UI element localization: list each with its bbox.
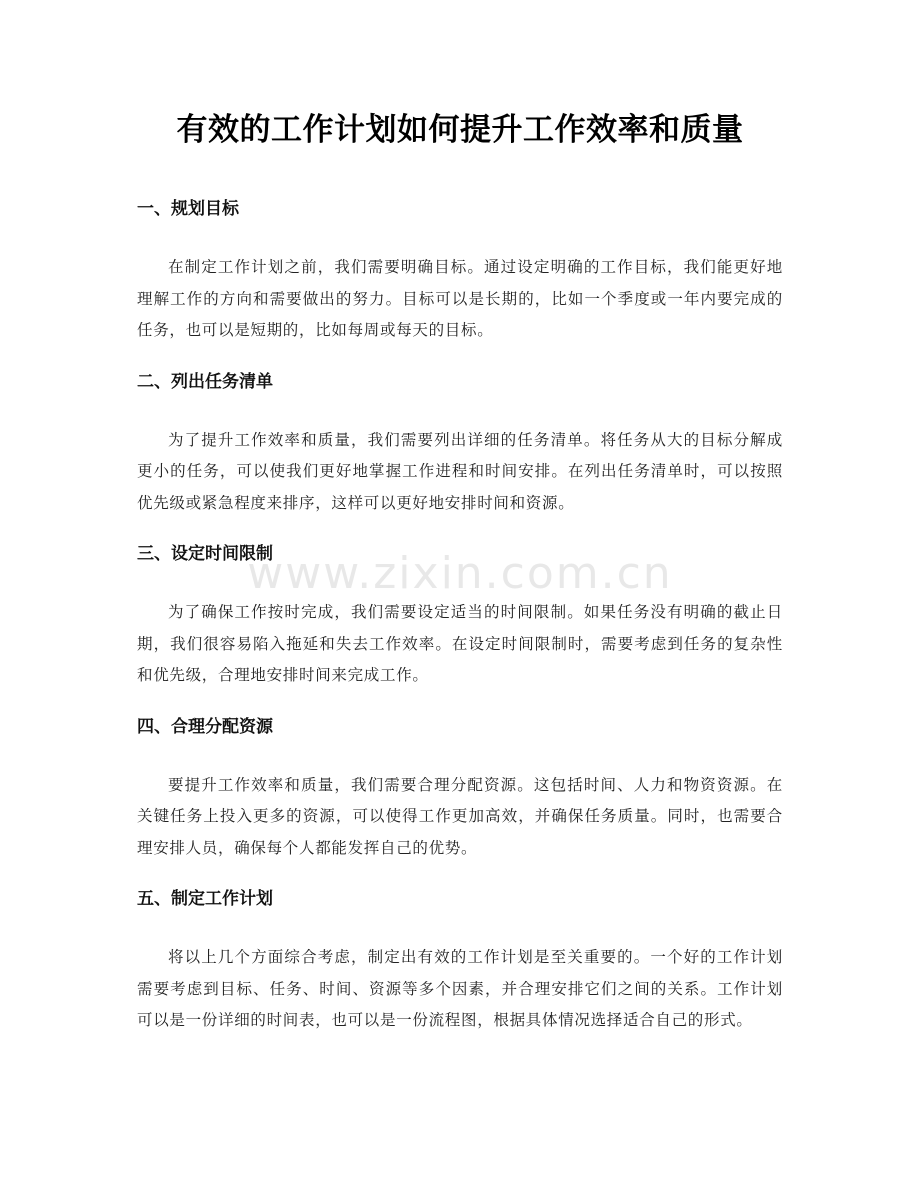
section-paragraph: 为了提升工作效率和质量，我们需要列出详细的任务清单。将任务从大的目标分解成更小的任务，可以使我们更好地掌握工作进程和时间安排。在列出任务清单时，可以按照优先级或紧急程度来排序，这样可以更好地安排时间和资源。 (137, 430, 783, 512)
section-heading: 五、制定工作计划 (137, 889, 273, 909)
section-paragraph: 在制定工作计划之前，我们需要明确目标。通过设定明确的工作目标，我们能更好地理解工作的方向和需要做出的努力。目标可以是长期的，比如一个季度或一年内要完成的任务，也可以是短期的，比如每周或每天的目标。 (137, 258, 783, 339)
section-plan-goals (137, 196, 783, 347)
section-heading: 四、合理分配资源 (137, 716, 273, 737)
section-task-list (137, 369, 783, 520)
watermark-text: www.zixin.com.cn (247, 548, 673, 599)
section-paragraph: 为了确保工作按时完成，我们需要设定适当的时间限制。如果任务没有明确的截止日期，我们很容易陷入拖延和失去工作效率。在设定时间限制时，需要考虑到任务的复杂性和优先级，合理地安排时间来完成工作。 (137, 603, 783, 684)
section-allocate-resources (137, 714, 783, 865)
section-make-plan (137, 886, 783, 1037)
section-heading: 二、列出任务清单 (137, 371, 273, 392)
section-time-limits (137, 541, 783, 692)
document-title: 有效的工作计划如何提升工作效率和质量 (176, 112, 744, 148)
section-heading: 一、规划目标 (137, 199, 239, 219)
section-paragraph: 将以上几个方面综合考虑，制定出有效的工作计划是至关重要的。一个好的工作计划需要考虑到目标、任务、时间、资源等多个因素，并合理安排它们之间的关系。工作计划可以是一份详细的时间表，也可以是一份流程图，根据具体情况选择适合自己的形式。 (137, 948, 783, 1029)
section-paragraph: 要提升工作效率和质量，我们需要合理分配资源。这包括时间、人力和物资资源。在关键任务上投入更多的资源，可以使得工作更加高效，并确保任务质量。同时，也需要合理安排人员，确保每个人都能发挥自己的优势。 (137, 775, 783, 857)
section-heading: 三、设定时间限制 (137, 544, 273, 564)
